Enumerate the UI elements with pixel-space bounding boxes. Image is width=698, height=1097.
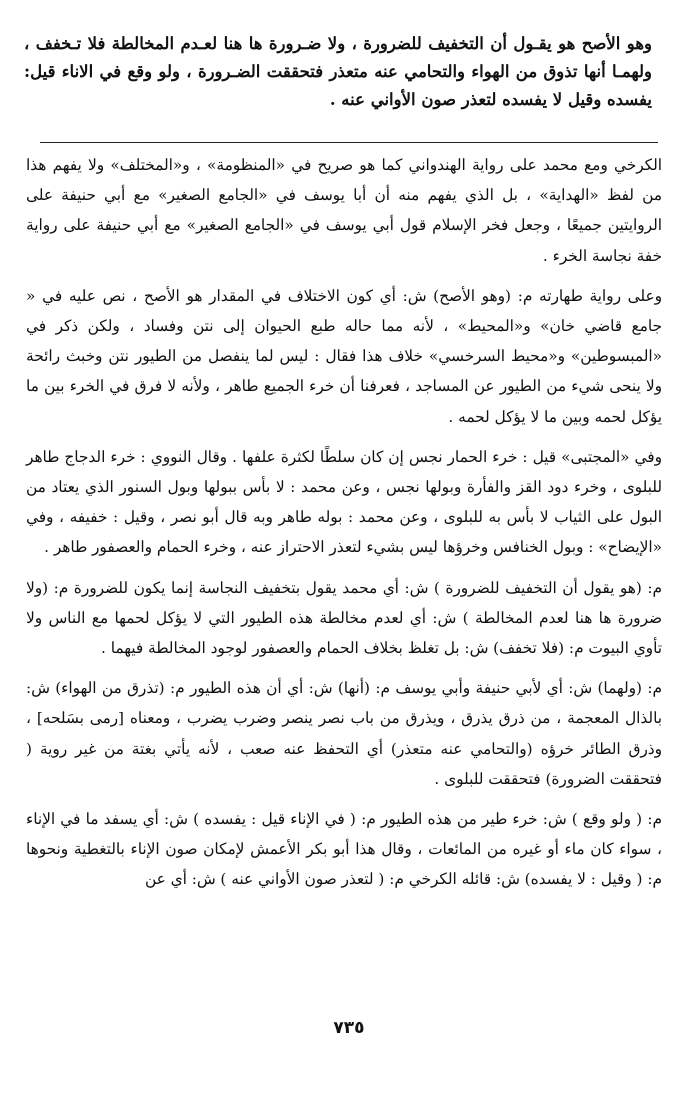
- commentary-paragraph: م: (هو يقول أن التخفيف للضرورة ) ش: أي محمد يقول بتخفيف النجاسة إنما يكون للضرورة م: (ولا ضرورة ها هنا لعدم المخالطة ) ش: أي لعدم مخالطة هذه الطيور التي لا يؤكل لحمها مع الناس ولا تأوي البيوت م: (فلا تخفف) ش: بل تغلظ بخلاف الحمام والعصفور لوجود المخالطة فيهما .: [26, 578, 662, 658]
- commentary-paragraph: وعلى رواية طهارته م: (وهو الأصح) ش: أي كون الاختلاف في المقدار هو الأصح ، نص عليه في « جامع قاضي خان» و«المحيط» ، لأنه مما حاله طبع الحيوان إلى نتن وفساد ، ولكن ذكر في «المبسوطين» و«محيط السرخسي» خلاف هذا فقال : ليس لما ينفصل من الطيور نتن وخبث رائحة ولا ينحى شيء من الطيور عن المساجد ، فعرفنا أن خرء الجميع طاهر ، ولأنه لا فرق في الخرء بين ما يؤكل لحمه وبين ما لا يؤكل لحمه .: [26, 286, 662, 426]
- commentary: [26, 150, 662, 905]
- separator-line: [40, 142, 658, 143]
- main-text: وهو الأصح هو يقـول أن التخفيف للضرورة ، ولا ضـرورة ها هنا لعـدم المخالطة فلا تـخفف ، ولهمـا أنها تذوق من الهواء والتحامي عنه متعذر فتحققت الضـرورة ، ولو وقع في الاناء قيل: يفسده وقيل لا يفسده لتعذر صون الأواني عنه .: [24, 34, 652, 109]
- commentary-paragraph: م: (ولهما) ش: أي لأبي حنيفة وأبي يوسف م: (أنها) ش: أي أن هذه الطيور م: (تذرق من الهواء) ش: بالذال المعجمة ، من ذرق يذرق ، ويذرق من باب نصر ينصر وضرب يضرب ، ومعناه [رمى بسَلحه] ، وذرق الطائر خرؤه (والتحامي عنه متعذر) أي التحفظ عنه صعب ، لأنه يأتي بغتة من غير روية ( فتحققت الضرورة) فتحققت للبلوى .: [26, 679, 662, 788]
- commentary-paragraph: وفي «المجتبى» قيل : خرء الحمار نجس إن كان سلطًا لكثرة علفها . وقال النووي : خرء الدجاج طاهر للبلوى ، وخرء دود القز والفأرة وبولها نجس ، وعن محمد : لا بأس ببولها وبول السنور الذي يعتاد من البول على الثياب لا بأس به للبلوى ، وعن محمد : بوله طاهر وبه قال أبو نصر ، وقيل : خفيفه ، وفي «الإيضاح» : وبول الخنافس وخرؤها ليس بشيء لتعذر الاحتراز عنه ، وخرء الحمام والعصفور طاهر .: [26, 447, 662, 557]
- page-number: ٧٣٥: [333, 1018, 365, 1038]
- commentary-paragraph: م: ( ولو وقع ) ش: خرء طير من هذه الطيور م: ( في الإناء قيل : يفسده ) ش: أي يسفد ما في الإناء ، سواء كان ماء أو غيره من المائعات ، وقال هذا أبو بكر الأعمش لإمكان صون الإناء بالتغطية ونحوها م: ( وقيل : لا يفسده) ش: قائله الكرخي م: ( لتعذر صون الأواني عنه ) ش: أي عن: [26, 810, 662, 889]
- commentary-paragraph: الكرخي ومع محمد على رواية الهندواني كما هو صريح في «المنظومة» ، و«المختلف» ولا يفهم هذا من لفظ «الهداية» ، بل الذي يفهم منه أن أبا يوسف في «الجامع الصغير» مع أبي حنيفة على الروايتين جميعًا ، وجعل فخر الإسلام قول أبي يوسف في «الجامع الصغير» مع أبي حنيفة على رواية خفة نجاسة الخرء .: [26, 156, 662, 265]
